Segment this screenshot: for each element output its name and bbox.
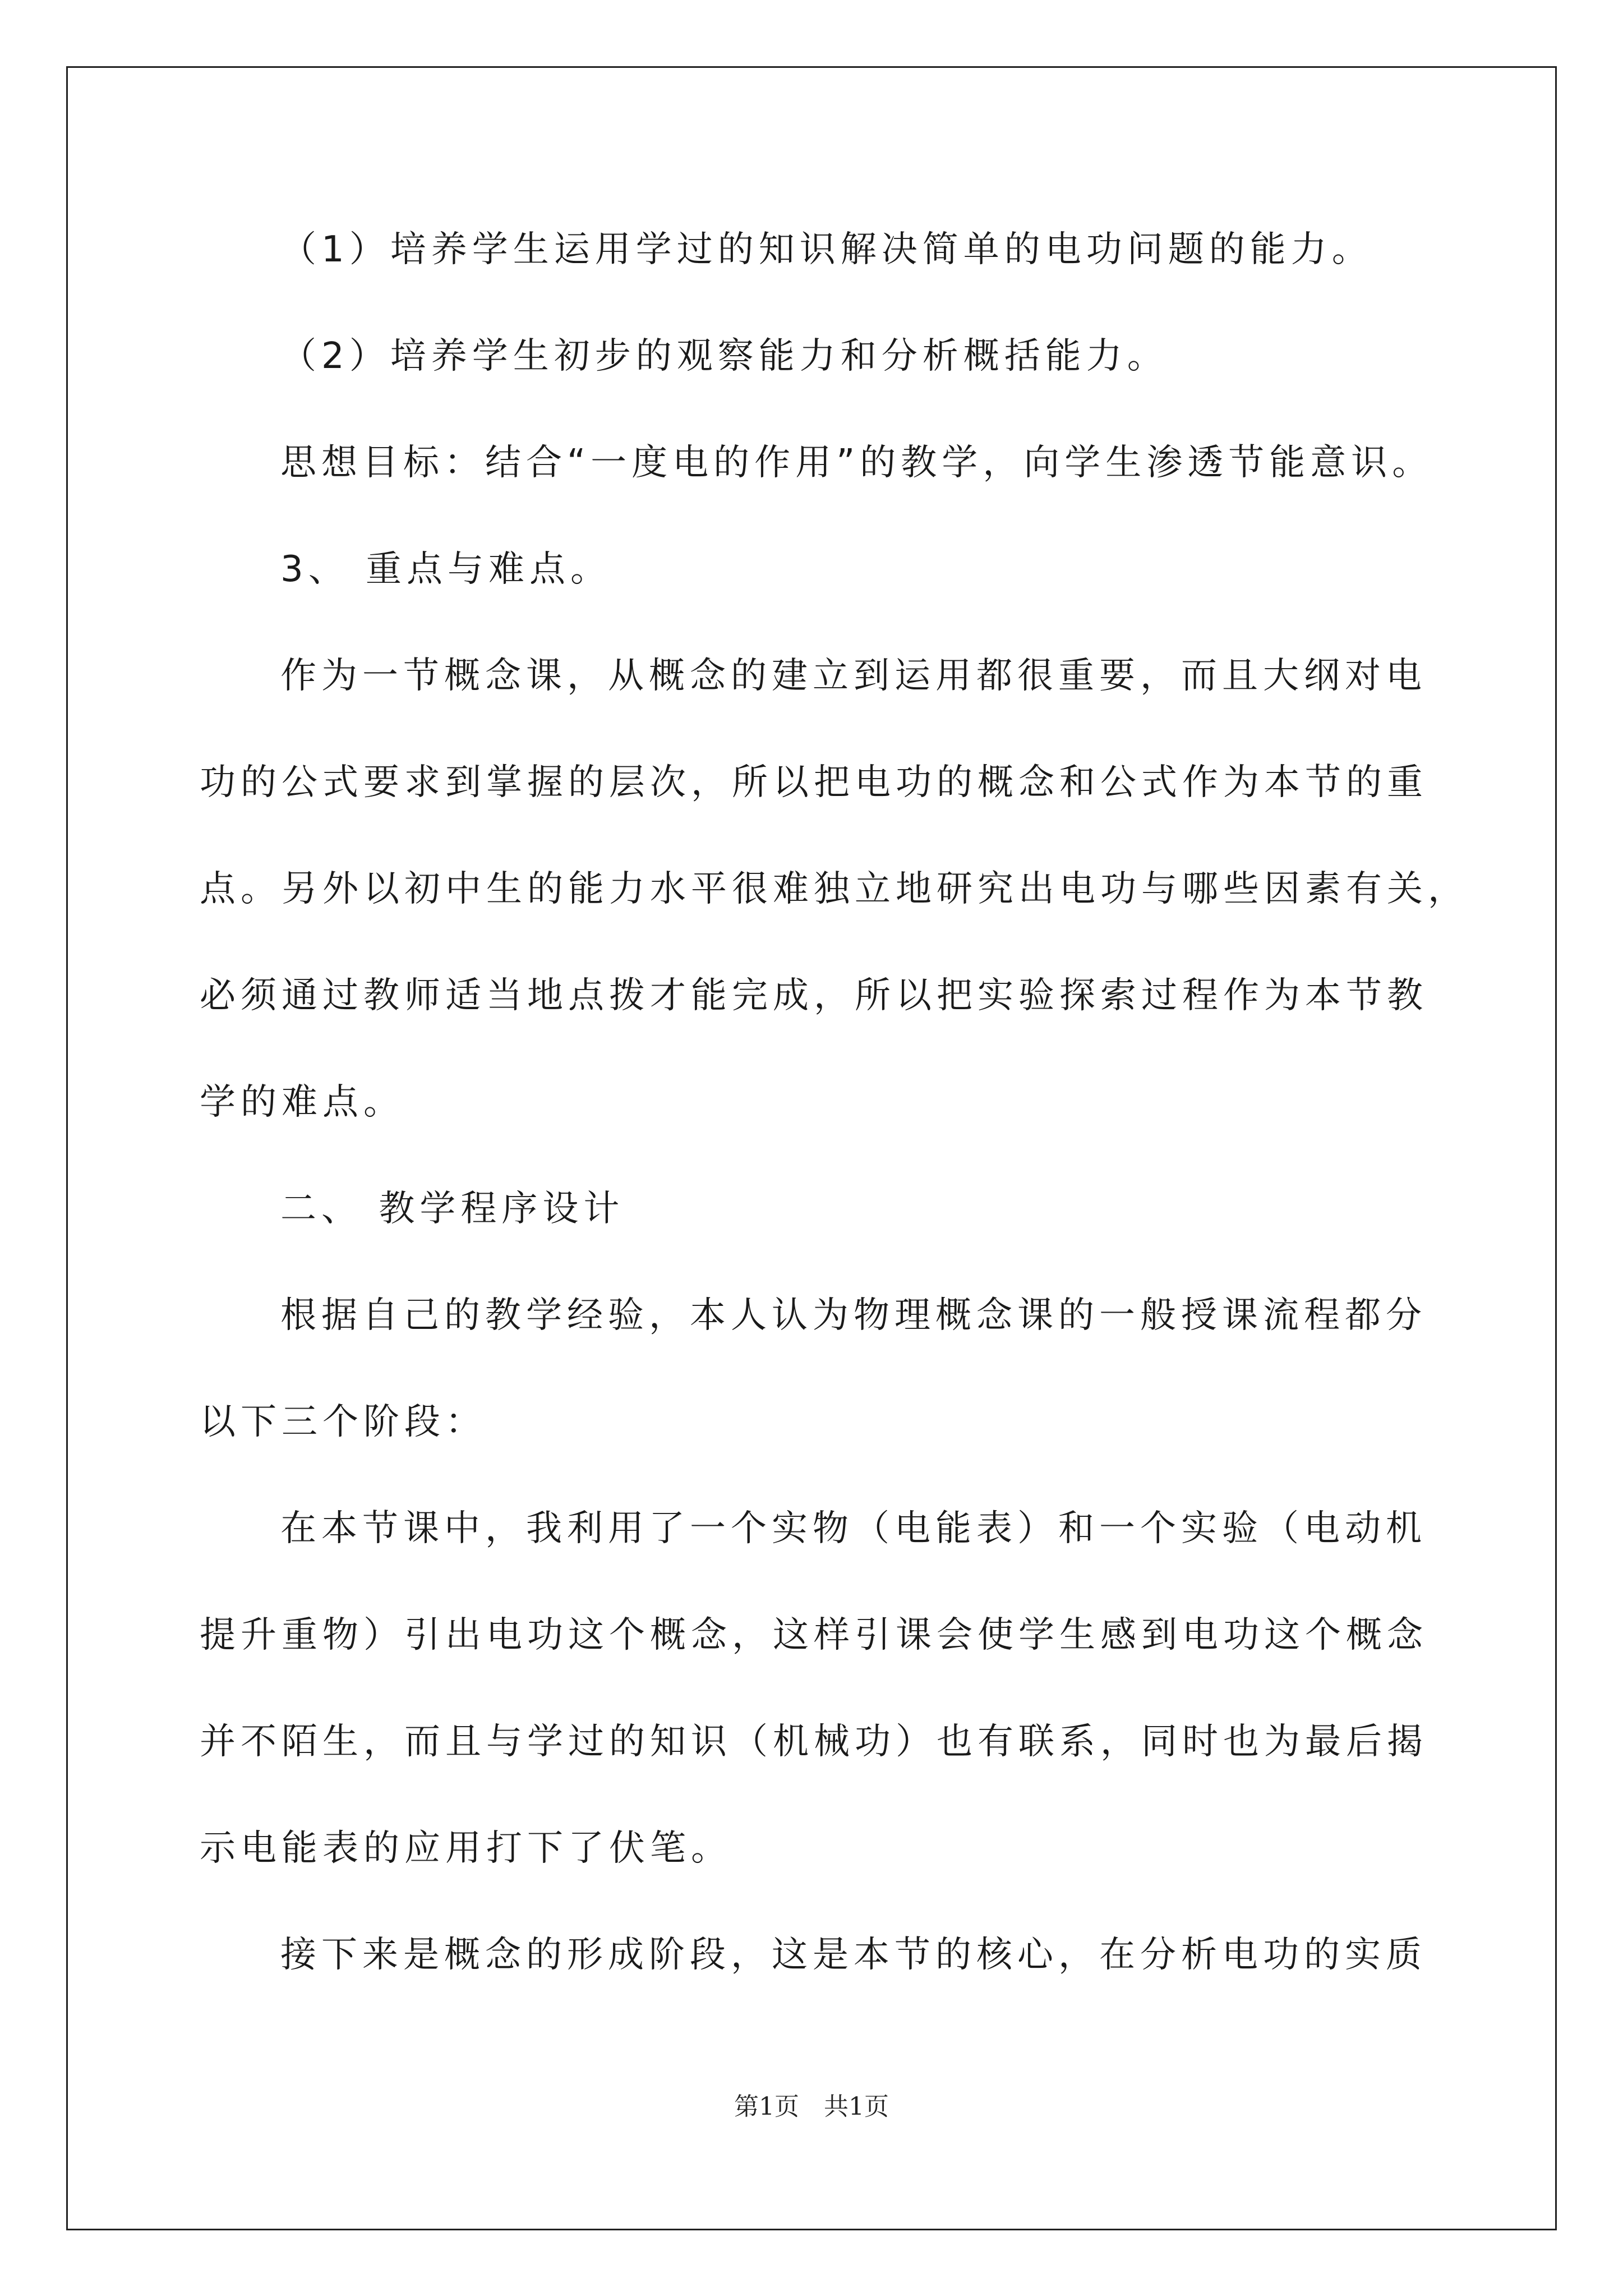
paragraph-line: 思想目标：结合“一度电的作用”的教学，向学生渗透节能意识。 <box>280 442 1433 484</box>
section-heading: 二、 教学程序设计 <box>280 1188 625 1230</box>
paragraph-line: 接下来是概念的形成阶段，这是本节的核心，在分析电功的实质 <box>280 1934 1427 1976</box>
paragraph-line: 必须通过教师适当地点拨才能完成，所以把实验探索过程作为本节教 <box>200 975 1428 1016</box>
paragraph-line: 在本节课中，我利用了一个实物（电能表）和一个实验（电动机 <box>280 1508 1427 1549</box>
paragraph-line: 点。另外以初中生的能力水平很难独立地研究出电功与哪些因素有关， <box>200 868 1469 910</box>
paragraph-line: （2）培养学生初步的观察能力和分析概括能力。 <box>280 335 1168 377</box>
paragraph-line: 根据自己的教学经验，本人认为物理概念课的一般授课流程都分 <box>280 1295 1427 1336</box>
paragraph-line: 以下三个阶段： <box>200 1401 486 1443</box>
paragraph-line: 学的难点。 <box>200 1082 404 1123</box>
paragraph-line: 并不陌生，而且与学过的知识（机械功）也有联系，同时也为最后揭 <box>200 1721 1428 1763</box>
section-heading: 3、 重点与难点。 <box>280 549 612 590</box>
page-border <box>66 66 1557 2230</box>
paragraph-line: （1）培养学生运用学过的知识解决简单的电功问题的能力。 <box>280 229 1373 270</box>
page-number: 第1页 共1页 <box>734 2092 889 2121</box>
paragraph-line: 作为一节概念课，从概念的建立到运用都很重要，而且大纲对电 <box>280 655 1427 697</box>
paragraph-line: 功的公式要求到掌握的层次，所以把电功的概念和公式作为本节的重 <box>200 762 1428 803</box>
paragraph-line: 提升重物）引出电功这个概念，这样引课会使学生感到电功这个概念 <box>200 1614 1428 1656</box>
paragraph-line: 示电能表的应用打下了伏笔。 <box>200 1828 732 1869</box>
